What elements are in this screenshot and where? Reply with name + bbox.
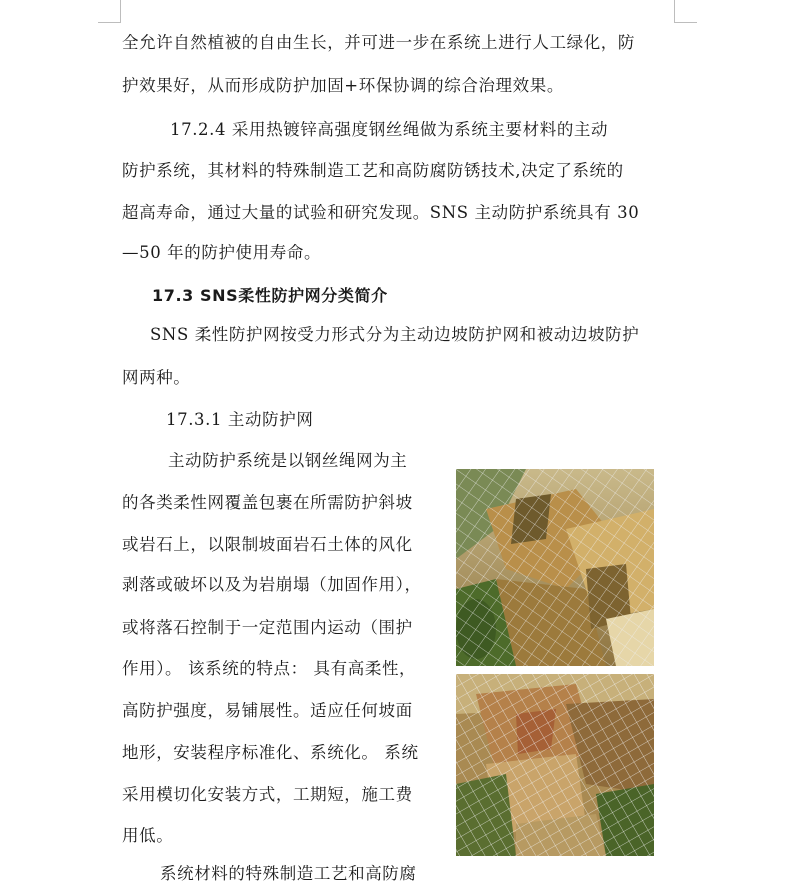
body-line-4: 防护系统，其材料的特殊制造工艺和高防腐防锈技术,决定了系统的 <box>122 161 624 180</box>
wrapped-line-10: 用低。 <box>122 826 174 845</box>
wrapped-line-3: 或岩石上，以限制坡面岩石土体的风化 <box>122 535 413 554</box>
section-heading: 17.3 SNS柔性防护网分类简介 <box>152 286 388 305</box>
body-line-6: —50 年的防护使用寿命。 <box>122 243 322 262</box>
wrapped-line-1: 主动防护系统是以钢丝绳网为主 <box>168 451 408 470</box>
body-line-1: 全允许自然植被的自由生长，并可进一步在系统上进行人工绿化，防 <box>122 33 635 52</box>
body-line-5: 超高寿命，通过大量的试验和研究发现。SNS 主动防护系统具有 30 <box>122 203 640 222</box>
subsection-heading: 17.3.1 主动防护网 <box>166 410 314 429</box>
wrapped-line-2: 的各类柔性网覆盖包裹在所需防护斜坡 <box>122 493 413 512</box>
intro-line-2: 网两种。 <box>122 368 191 387</box>
slope-photo-top <box>456 469 654 666</box>
wrapped-line-7: 高防护强度，易铺展性。适应任何坡面 <box>122 701 413 720</box>
wrapped-line-5: 或将落石控制于一定范围内运动（围护 <box>122 618 413 637</box>
cut-off-line: 系统材料的特殊制造工艺和高防腐 <box>160 864 417 883</box>
intro-line-1: SNS 柔性防护网按受力形式分为主动边坡防护网和被动边坡防护 <box>150 325 640 344</box>
crop-mark-top-left <box>98 0 121 23</box>
wrapped-line-9: 采用模切化安装方式，工期短，施工费 <box>122 785 413 804</box>
wrapped-line-8: 地形，安装程序标准化、系统化。 系统 <box>122 743 419 762</box>
body-line-3: 17.2.4 采用热镀锌高强度钢丝绳做为系统主要材料的主动 <box>170 120 609 139</box>
wrapped-line-6: 作用）。 该系统的特点： 具有高柔性， <box>122 659 417 678</box>
body-line-2: 护效果好，从而形成防护加固+环保协调的综合治理效果。 <box>122 76 564 95</box>
crop-mark-top-right <box>674 0 697 23</box>
slope-photo-bottom <box>456 674 654 856</box>
wrapped-line-4: 剥落或破坏以及为岩崩塌（加固作用）， <box>122 575 422 594</box>
